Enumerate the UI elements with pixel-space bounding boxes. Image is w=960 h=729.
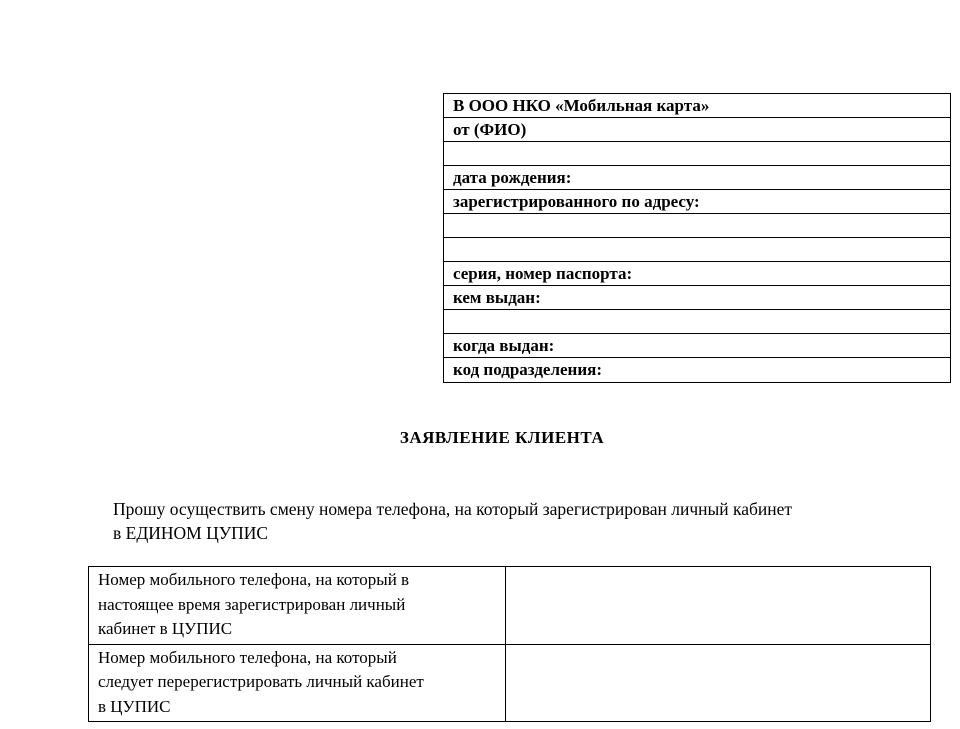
table-row [89, 567, 931, 645]
label-line: следует перерегистрировать личный кабинет [98, 672, 424, 691]
label-line: кабинет в ЦУПИС [98, 619, 233, 638]
sender-name-label: от (ФИО) [444, 118, 950, 142]
passport-issue-date-label[interactable]: когда выдан: [444, 334, 950, 358]
department-code-label[interactable]: код подразделения: [453, 360, 602, 379]
table-row [89, 644, 931, 722]
current-phone-field[interactable] [506, 567, 931, 645]
passport-issuer-label[interactable]: кем выдан: [444, 286, 950, 310]
phone-change-table [88, 566, 931, 722]
document-title: ЗАЯВЛЕНИЕ КЛИЕНТА [399, 428, 605, 447]
address-field-2[interactable] [444, 238, 950, 262]
address-label[interactable]: зарегистрированного по адресу: [444, 190, 950, 214]
label-line: Номер мобильного телефона, на который [98, 647, 397, 667]
new-phone-label [89, 644, 506, 722]
current-phone-label [89, 567, 506, 645]
birth-date-label[interactable]: дата рождения: [444, 166, 950, 190]
label-line: настоящее время зарегистрирован личный [98, 594, 406, 614]
address-field-1[interactable] [444, 214, 950, 238]
new-phone-field[interactable] [506, 644, 931, 722]
addressee-org: В ООО НКО «Мобильная карта» [444, 94, 950, 118]
request-line: Прошу осуществить смену номера телефона, на который зарегистрирован личный кабинет [113, 499, 793, 519]
passport-number-label[interactable]: серия, номер паспорта: [444, 262, 950, 286]
request-text [113, 497, 933, 545]
passport-issuer-field[interactable] [444, 310, 950, 334]
addressee-block [443, 93, 951, 383]
request-line: в ЕДИНОМ ЦУПИС [113, 523, 269, 543]
sender-name-field[interactable] [444, 142, 950, 166]
label-line: в ЦУПИС [98, 696, 171, 716]
label-line: Номер мобильного телефона, на который в [98, 570, 410, 589]
